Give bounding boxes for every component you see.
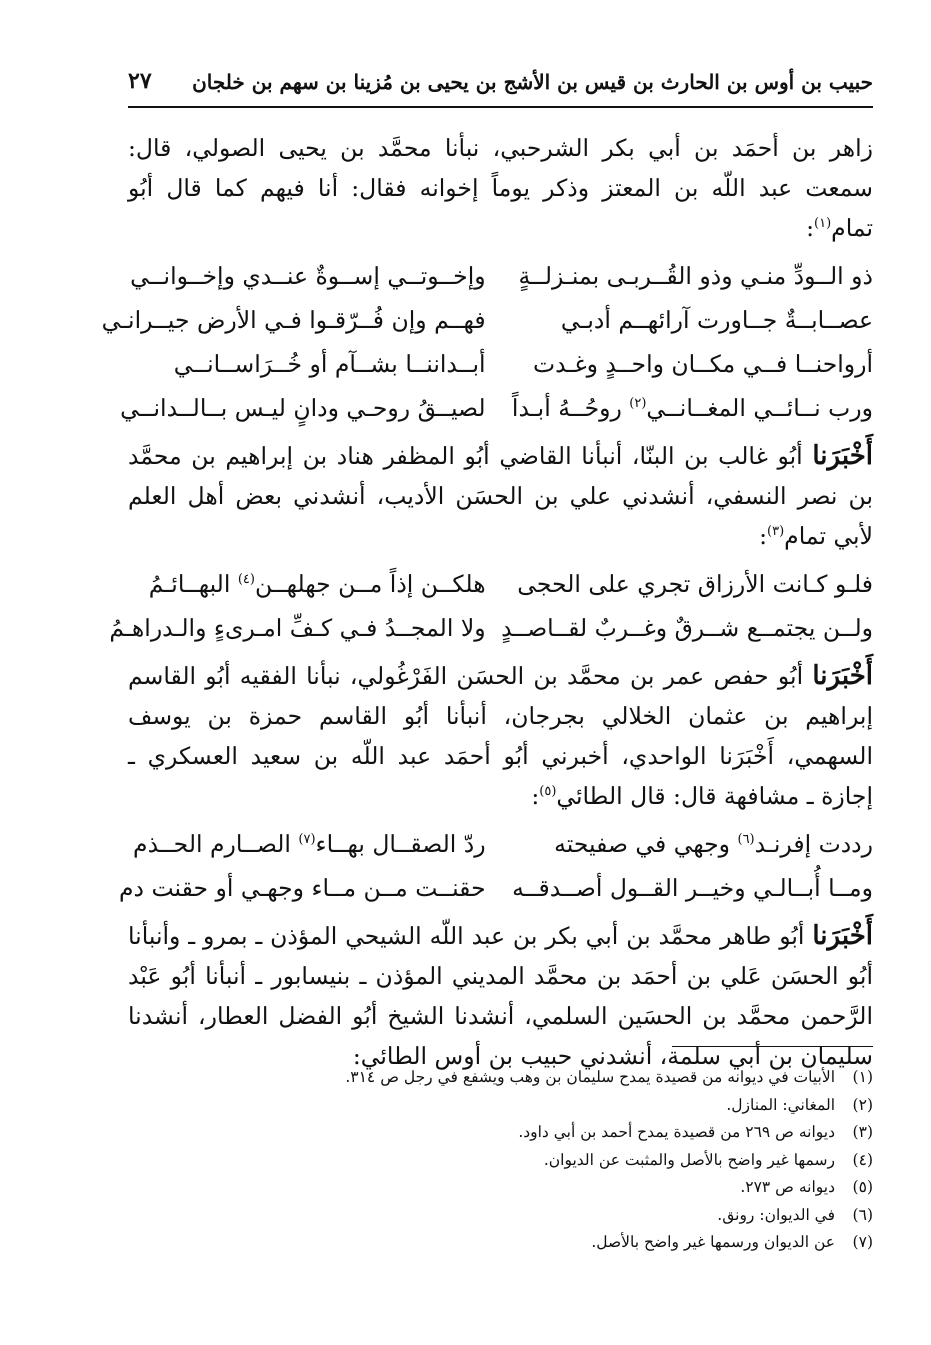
main-text — [101, 128, 873, 1076]
hemistich-first: ذو الــودِّ منـي وذو القُــربـى بمنـزلــةٍ — [518, 262, 873, 290]
footnote — [128, 1092, 873, 1120]
paragraph-4: أَخْبَرَنا أبُو طاهر محمَّد بن أبي بكر بن عبد اللّه الشيحي المؤذن ـ بمرو ـ وأنبأنا أبُو الحسَن عَلي بن أحمَد بن محمَّد المديني المؤذن ـ بنيسابور ـ أنبأنا أبُو عَبْد الرَّحمن محمَّد بن الحسَين السلمي، أنشدنا الشيخ أبُو الفضل العطار، أنشدنا سليمان بن أبي سلمة، أنشدني حبيب بن أوس الطائي: — [128, 921, 873, 1070]
hemistich-second: حقنــت مــن مــاء وجهـي أو حقنت دم — [118, 874, 486, 902]
poem-2 — [109, 562, 873, 650]
chain-lead-word: أَخْبَرَنا — [812, 441, 873, 471]
chain-lead-word: أَخْبَرَنا — [812, 921, 873, 951]
hemistich-first: عصــابــةٌ جــاورت آرائهــم أدبـي — [560, 306, 873, 334]
footnote-text: في الديوان: رونق. — [717, 1205, 835, 1224]
footnote — [128, 1119, 873, 1147]
footnote — [128, 1174, 873, 1202]
verse — [109, 606, 873, 650]
footnote-ref[interactable]: (٢) — [629, 396, 647, 412]
footnote — [128, 1064, 873, 1092]
verse — [128, 254, 873, 298]
footnote-number: (٧) — [852, 1233, 873, 1251]
hemistich-second: وإخــوتــي إســوةٌ عنــدي وإخــوانــي — [130, 262, 486, 290]
footnote — [128, 1229, 873, 1257]
poem-3 — [118, 822, 873, 910]
footnote-ref[interactable]: (٣) — [767, 524, 785, 540]
hemistich-second: فهــم وإن فُــرّقـوا فـي الأرض جيــرانـي — [101, 306, 486, 334]
hemistich-second: هلكــن إذاً مــن جهلهــن$^{(٤)}$ البهــائـمُ — [148, 570, 486, 598]
footnote-number: (٢) — [852, 1095, 873, 1114]
footnote — [128, 1202, 873, 1230]
footnote-text: عن الديوان ورسمها غير واضح بالأصل. — [591, 1233, 835, 1251]
page-header — [128, 66, 873, 108]
hemistich-second: ردّ الصقــال بهــاء$^{(٧)}$ الصــارم الحــذم — [133, 830, 486, 858]
verse — [101, 298, 873, 342]
footnote-ref[interactable]: (٦) — [737, 832, 755, 848]
footnote-ref[interactable]: (٧) — [298, 832, 316, 848]
hemistich-first: ومــا أُبــالـي وخيــر القــول أصــدقــه — [512, 874, 873, 902]
footnote-number: (١) — [852, 1068, 873, 1086]
paragraph-1: زاهر بن أحمَد بن أبي بكر الشرحبي، نبأنا محمَّد بن يحيى الصولي، قال: سمعت عبد اللّه بن المعتز وذكر يوماً إخوانه فقال: أنا فيهم كما قال أبُو تمام$^{(١)}$: — [128, 134, 873, 242]
hemistich-second: لصيــقُ روحـي ودانٍ ليـس بــالــدانــي — [120, 394, 486, 422]
paragraph-2: أَخْبَرَنا أبُو غالب بن البنّا، أنبأنا القاضي أبُو المظفر هناد بن إبراهيم بن محمَّد بن نصر النسفي، أنشدني علي بن الحسَن الأديب، أنشدني بعض أهل العلم لأبي تمام$^{(٣)}$: — [128, 441, 873, 550]
hemistich-second: ولا المجــدُ فـي كـفِّ امـرىءٍ والـدراهـمُ — [109, 614, 486, 642]
chain-lead-word: أَخْبَرَنا — [812, 661, 873, 691]
footnote-text: المغاني: المنازل. — [726, 1095, 835, 1114]
verse — [118, 866, 873, 910]
running-title: حبيب بن أوس بن الحارث بن قيس بن الأشج بن يحيى بن مُزينا بن سهم بن خلجان — [192, 70, 873, 94]
verse — [120, 386, 873, 430]
footnote-separator — [672, 1046, 873, 1047]
verse — [128, 562, 873, 606]
footnotes — [128, 1064, 873, 1257]
hemistich-first: أرواحنــا فــي مكــان واحــدٍ وغـدت — [532, 350, 873, 378]
hemistich-first: ولــن يجتمــع شــرقٌ وغــربٌ لقــاصــدٍ — [501, 614, 873, 642]
hemistich-first: رددت إفرنـد$^{(٦)}$ وجهي في صفيحته — [554, 830, 873, 858]
verse — [128, 342, 873, 386]
footnote-number: (٥) — [852, 1178, 873, 1196]
footnote-text: الأبيات في ديوانه من قصيدة يمدح سليمان بن وهب ويشفع في رجل ص ٣١٤. — [345, 1068, 835, 1086]
page-number: ٢٧ — [128, 68, 152, 94]
footnote-text: رسمها غير واضح بالأصل والمثبت عن الديوان. — [543, 1150, 835, 1169]
footnote-ref[interactable]: (٤) — [237, 572, 255, 588]
hemistich-first: ورب نــائــي المغــانــي$^{(٢)}$ روحُــهُ أبـداً — [511, 394, 873, 422]
hemistich-first: فلـو كـانت الأرزاق تجري على الحجى — [517, 570, 873, 598]
footnote-ref[interactable]: (١) — [814, 216, 832, 232]
footnote — [128, 1147, 873, 1175]
footnote-text: ديوانه ص ٢٦٩ من قصيدة يمدح أحمد بن أبي داود. — [518, 1123, 835, 1141]
paragraph-3: أَخْبَرَنا أبُو حفص عمر بن محمَّد بن الحسَن الفَرْغُولي، نبأنا الفقيه أبُو القاسم إبراهيم بن عثمان الخلالي بجرجان، أنبأنا أبُو القاسم حمزة بن يوسف السهمي، أَخْبَرَنا الواحدي، أخبرني أبُو أحمَد عبد اللّه بن سعيد العسكري ـ إجازة ـ مشافهة قال: قال الطائي$^{(٥)}$: — [128, 661, 873, 810]
footnote-number: (٤) — [852, 1150, 873, 1169]
hemistich-second: أبــداننــا بشــآم أو خُــرَاســانــي — [173, 350, 486, 378]
verse — [128, 822, 873, 866]
poem-1 — [101, 254, 873, 430]
footnote-number: (٦) — [852, 1205, 873, 1224]
footnote-text: ديوانه ص ٢٧٣. — [740, 1178, 835, 1196]
footnote-number: (٣) — [852, 1123, 873, 1141]
footnote-ref[interactable]: (٥) — [539, 784, 557, 800]
